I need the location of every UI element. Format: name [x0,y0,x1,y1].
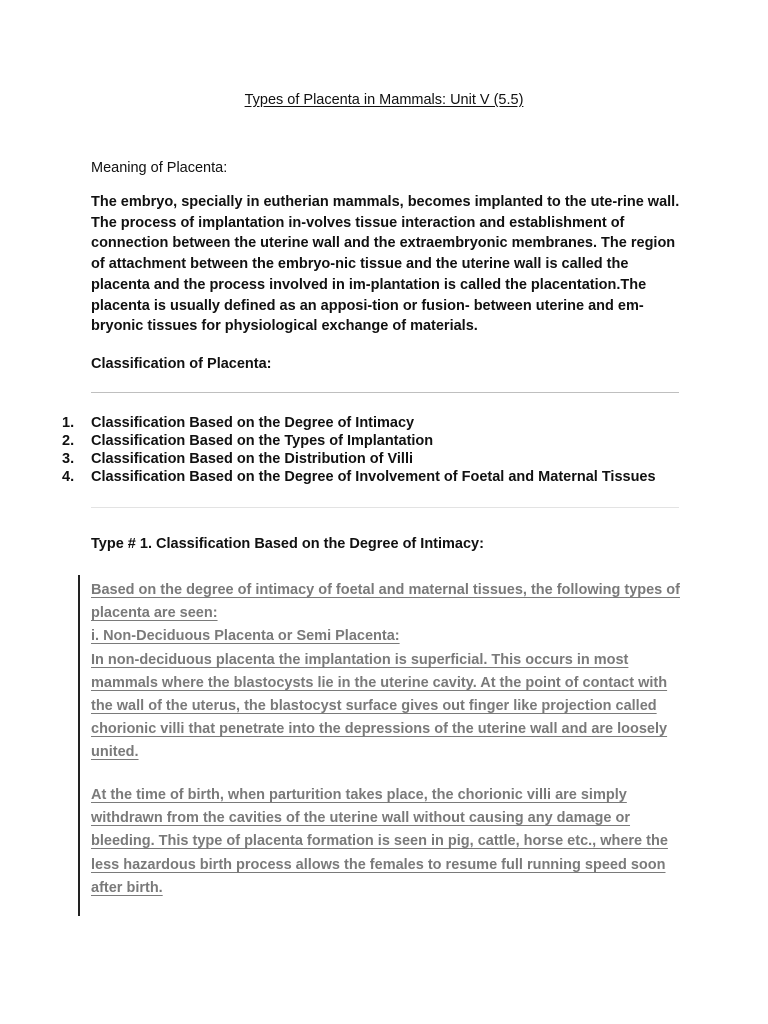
quoted-paragraph: At the time of birth, when parturition takes place, the chorionic villi are simply withdrawn from the cavities of the uterine wall without causing any damage or bleeding. This type of placenta formation is seen in pig, cattle, horse etc., where the less hazardous birth process allows the females to resume full running speed soon after birth. [91,787,668,896]
classification-list [62,414,656,486]
list-item [62,468,656,486]
type1-subheading: i. Non-Deciduous Placenta or Semi Placenta: [91,628,400,645]
meaning-heading: Meaning of Placenta: [91,160,228,176]
list-item [62,414,656,432]
list-item-text: Classification Based on the Degree of Involvement of Foetal and Maternal Tissues [91,469,656,485]
classification-heading: Classification of Placenta: [91,356,272,372]
list-item-text: Classification Based on the Distribution of Villi [91,451,413,467]
divider [91,507,679,508]
type1-paragraph-1: In non-deciduous placenta the implantation is superficial. This occurs in most mammals where the blastocysts lie in the uterine cavity. At the point of contact with the wall of the uterus, the blastocyst surface gives out finger like projection called chorionic villi that penetrate into the depressions of the uterine wall and are loosely united. [91,651,668,761]
list-item-number: 1. [62,415,75,431]
type1-intro: Based on the degree of intimacy of foetal and maternal tissues, the following types of placenta are seen: [91,582,680,622]
meaning-paragraph: The embryo, specially in eutherian mammals, becomes implanted to the ute-rine wall. The process of implantation in-volves tissue interaction and establishment of connection between the uterine wall and the extraembryonic membranes. The region of attachment between the embryo-nic tissue and the uterine wall is called the placenta and the process involved in im-plantation is called the placentation.The placenta is usually defined as an apposi-tion or fusion- between uterine and em-bryonic tissues for physiological exchange of materials. [91,194,680,335]
list-item-number: 4. [62,469,75,485]
list-item [62,450,656,468]
list-item-text: Classification Based on the Degree of Intimacy [91,415,415,431]
quoted-paragraph [91,579,691,765]
document-title: Types of Placenta in Mammals: Unit V (5.5) [244,92,524,108]
divider [91,392,679,393]
list-item [62,432,656,450]
list-item-number: 2. [62,433,75,449]
list-item-text: Classification Based on the Types of Implantation [91,433,434,449]
type1-heading: Type # 1. Classification Based on the Degree of Intimacy: [91,536,484,552]
list-item-number: 3. [62,451,75,467]
blockquote-bar [78,575,80,916]
